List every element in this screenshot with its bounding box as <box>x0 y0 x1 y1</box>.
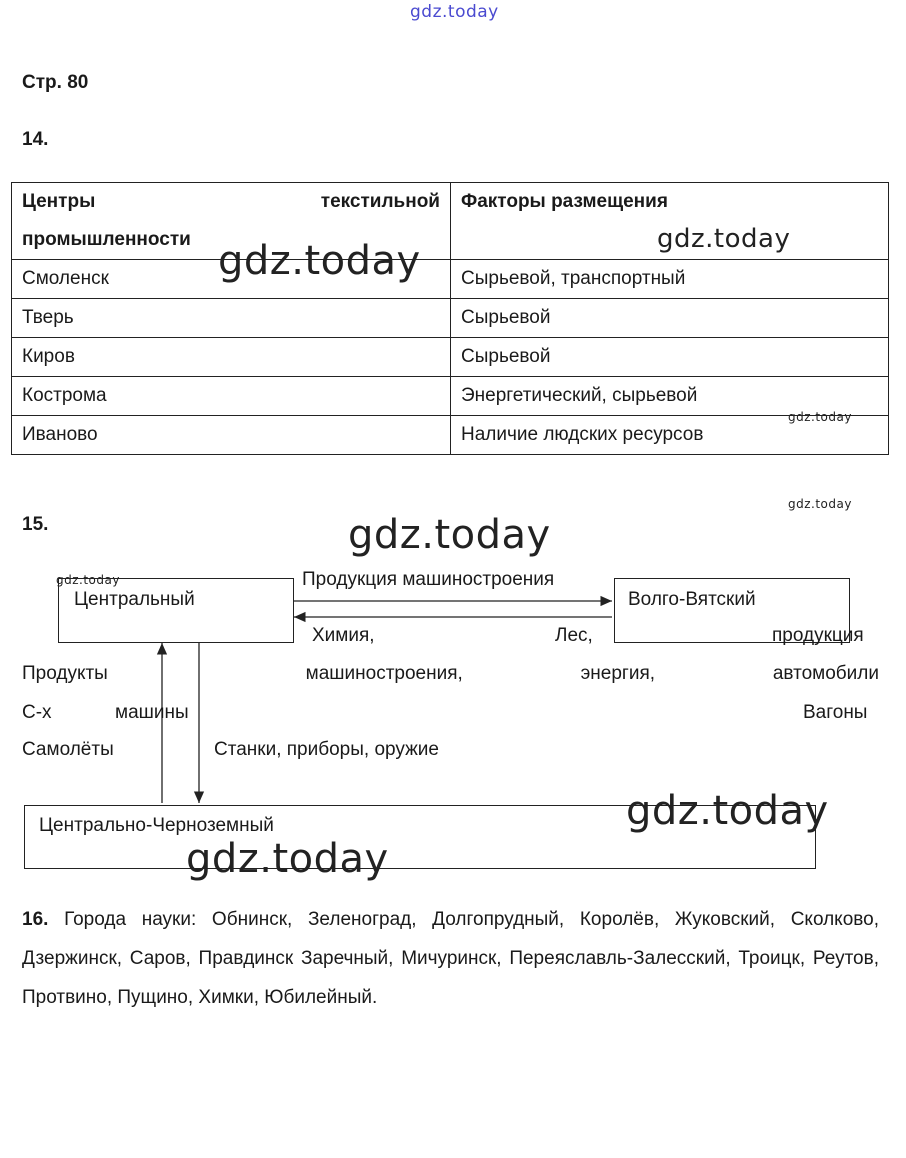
header-left-line2: промышленности <box>22 229 191 250</box>
header-factors: Факторы размещения <box>451 183 889 260</box>
table-cell-factor: Наличие людских ресурсов <box>451 416 889 455</box>
table-cell-city: Тверь <box>12 299 451 338</box>
header-left-word2: текстильной <box>320 191 440 212</box>
region-label-central: Центральный <box>74 589 195 610</box>
flow-text: машиностроения, <box>305 663 463 684</box>
watermark: gdz.today <box>218 238 421 284</box>
table-cell-factor: Сырьевой <box>451 338 889 377</box>
watermark: gdz.today <box>657 224 791 254</box>
flow-text: Продукты <box>22 663 108 684</box>
flow-text: продукция <box>772 625 864 646</box>
task-15-number: 15. <box>22 514 49 535</box>
table-cell-city: Киров <box>12 338 451 377</box>
watermark: gdz.today <box>788 410 852 424</box>
table-cell-factor: Сырьевой, транспортный <box>451 260 889 299</box>
watermark-top: gdz.today <box>410 2 499 22</box>
table-cell-factor: Энергетический, сырьевой <box>451 377 889 416</box>
table-cell-factor: Сырьевой <box>451 299 889 338</box>
region-label-volgo-vyatsky: Волго-Вятский <box>628 589 756 610</box>
header-left-word1: Центры <box>22 191 96 212</box>
page-label: Стр. 80 <box>22 72 89 93</box>
region-label-central-chernozem: Центрально-Черноземный <box>39 815 274 836</box>
flow-line-2 <box>22 663 879 685</box>
watermark: gdz.today <box>56 573 120 587</box>
arrow-label-machinery: Продукция машиностроения <box>302 569 555 590</box>
watermark: gdz.today <box>626 788 829 834</box>
flow-text: Химия, <box>312 625 375 646</box>
task-14-number: 14. <box>22 129 49 150</box>
flow-text: автомобили <box>772 663 879 684</box>
flow-text: энергия, <box>580 663 656 684</box>
flow-text: С-х <box>22 702 52 723</box>
task-16-number: 16. <box>22 909 49 930</box>
watermark: gdz.today <box>186 836 389 882</box>
flow-text: Станки, приборы, оружие <box>214 739 439 760</box>
flow-text: Вагоны <box>803 702 868 723</box>
task-16-paragraph <box>22 900 879 1017</box>
flow-text: машины <box>115 702 189 723</box>
watermark: gdz.today <box>788 497 852 511</box>
table-cell-city: Кострома <box>12 377 451 416</box>
flow-text: Лес, <box>555 625 593 646</box>
watermark: gdz.today <box>348 512 551 558</box>
task-16-text: Города науки: Обнинск, Зеленоград, Долгопрудный, Королёв, Жуковский, Сколково, Дзержинск, Саров, Правдинск Заречный, Мичуринск, Переяславль-Залесский, Троицк, Реутов, Протвино, Пущино, Химки, Юбилейный. <box>22 909 879 1008</box>
table-cell-city: Иваново <box>12 416 451 455</box>
flow-text: Самолёты <box>22 739 114 760</box>
table-cell-city: Смоленск <box>12 260 451 299</box>
